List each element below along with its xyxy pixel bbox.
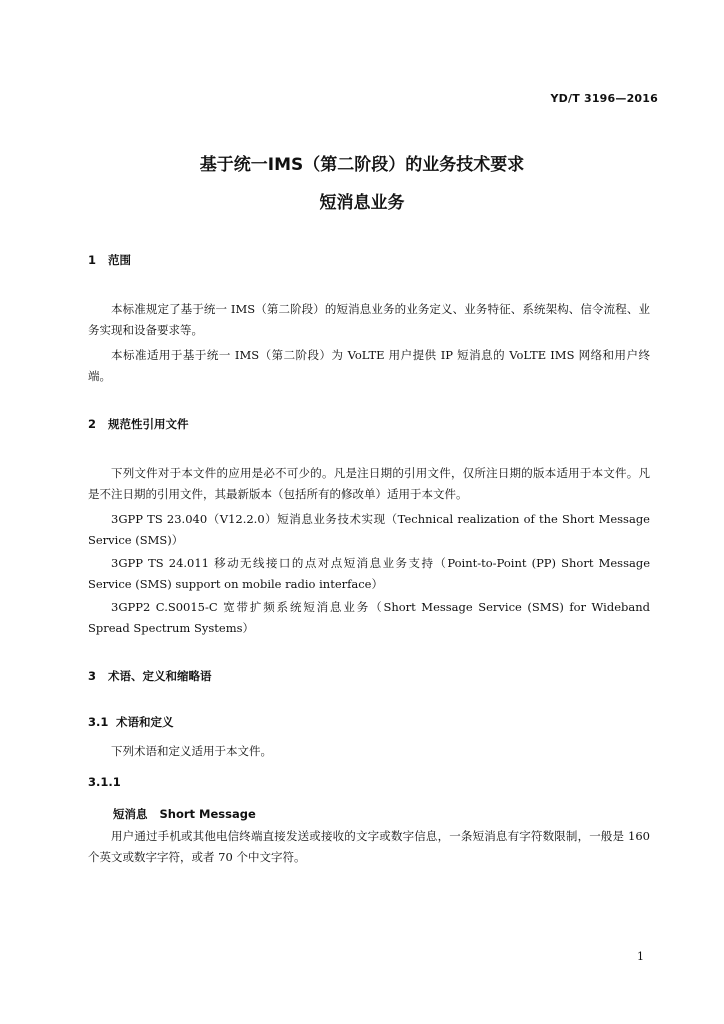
section-number: 2 <box>88 417 97 431</box>
section-number: 3.1.1 <box>88 775 121 789</box>
standard-code: YD/T 3196—2016 <box>550 92 658 105</box>
section-title: 术语、定义和缩略语 <box>108 669 212 683</box>
section-3-1-1-number <box>88 775 121 789</box>
document-subtitle: 短消息业务 <box>319 193 405 213</box>
page-number: 1 <box>637 950 644 963</box>
term-entry <box>113 806 256 822</box>
term-definition: 用户通过手机或其他电信终端直接发送或接收的文字或数字信息，一条短消息有字符数限制，一般是 160 个英文或数字字符，或者 70 个中文字符。 <box>88 829 650 864</box>
section-number: 3 <box>88 669 97 683</box>
section-1-heading <box>88 252 131 268</box>
section-3-heading <box>88 668 212 684</box>
section-2-heading <box>88 416 189 432</box>
term-chinese: 短消息 <box>113 807 148 821</box>
section-title: 范围 <box>108 253 131 267</box>
section-title: 规范性引用文件 <box>108 417 189 431</box>
section-2-intro: 下列文件对于本文件的应用是必不可少的。凡是注日期的引用文件，仅所注日期的版本适用于本文件。凡是不注日期的引用文件，其最新版本（包括所有的修改单）适用于本文件。 <box>88 466 650 501</box>
document-title: 基于统一IMS（第二阶段）的业务技术要求 <box>199 155 525 175</box>
section-number: 3.1 <box>88 715 109 729</box>
section-3-1-heading <box>88 714 174 730</box>
section-number: 1 <box>88 253 97 267</box>
reference-item: 3GPP2 C.S0015-C 宽带扩频系统短消息业务（Short Message Service (SMS) for Wideband Spread Spectrum Systems） <box>88 600 650 635</box>
term-english: Short Message <box>159 807 256 821</box>
reference-item: 3GPP TS 24.011 移动无线接口的点对点短消息业务支持（Point-to-Point (PP) Short Message Service (SMS) support on mobile radio interface） <box>88 556 650 591</box>
section-1-paragraph-1: 本标准规定了基于统一 IMS（第二阶段）的短消息业务的业务定义、业务特征、系统架构、信令流程、业务实现和设备要求等。 <box>88 302 650 337</box>
section-1-paragraph-2: 本标准适用于基于统一 IMS（第二阶段）为 VoLTE 用户提供 IP 短消息的 VoLTE IMS 网络和用户终端。 <box>88 348 650 383</box>
section-3-1-intro: 下列术语和定义适用于本文件。 <box>111 744 272 758</box>
reference-item: 3GPP TS 23.040（V12.2.0）短消息业务技术实现（Technical realization of the Short Message Service (SMS)） <box>88 512 650 547</box>
section-title: 术语和定义 <box>116 715 174 729</box>
